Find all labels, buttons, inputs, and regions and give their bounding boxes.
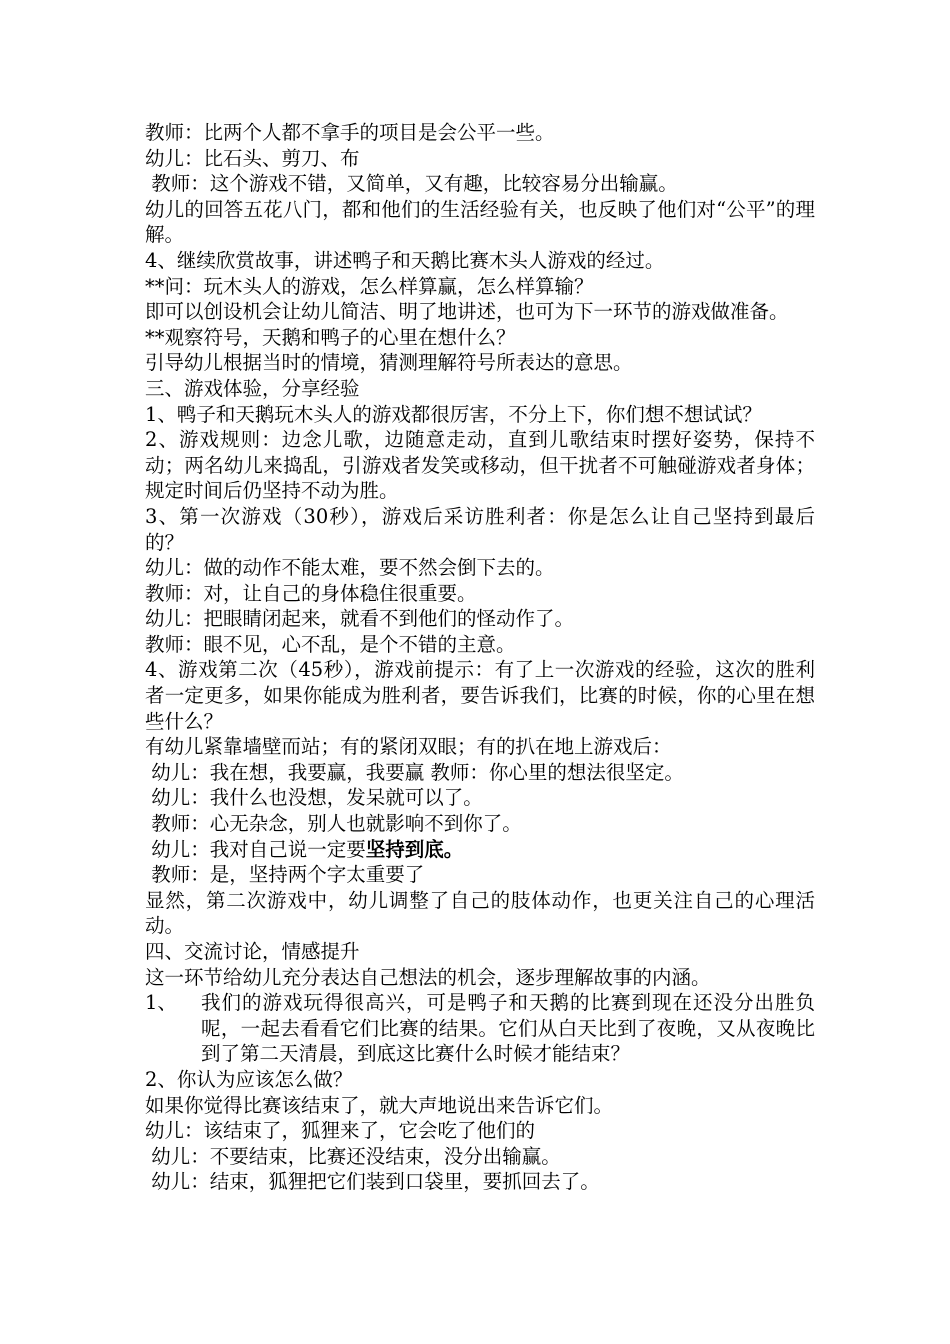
paragraph: 4、游戏第二次（45秒），游戏前提示：有了上一次游戏的经验，这次的胜利者一定更多，如果你能成为胜利者，要告诉我们，比赛的时候，你的心里在想些什么？ bbox=[145, 658, 815, 733]
section-heading: 四、交流讨论，情感提升 bbox=[145, 940, 360, 963]
paragraph: 幼儿的回答五花八门，都和他们的生活经验有关，也反映了他们对“公平”的理解。 bbox=[145, 197, 815, 247]
text-line: 教师：比两个人都不拿手的项目是会公平一些。 bbox=[145, 121, 555, 144]
text-line: 教师：心无杂念，别人也就影响不到你了。 bbox=[145, 812, 522, 836]
text-line: 这一环节给幼儿充分表达自己想法的机会，逐步理解故事的内涵。 bbox=[145, 965, 711, 989]
text-line: 幼儿：比石头、剪刀、布 bbox=[145, 146, 360, 170]
item-text: 我们的游戏玩得很高兴，可是鸭子和天鹅的比赛到现在还没分出胜负呢，一起去看看它们比赛的结果。它们从白天比到了夜晚，又从夜晚比到了第二天清晨，到底这比赛什么时候才能结束？ bbox=[201, 991, 815, 1066]
text-line: **观察符号，天鹅和鸭子的心里在想什么？ bbox=[145, 325, 516, 349]
text-line: 如果你觉得比赛该结束了，就大声地说出来告诉它们。 bbox=[145, 1093, 614, 1117]
paragraph: 3、第一次游戏（30秒），游戏后采访胜利者：你是怎么让自己坚持到最后的？ bbox=[145, 504, 815, 554]
numbered-item bbox=[145, 990, 815, 1067]
text-prefix: 幼儿：我对自己说一定要 bbox=[145, 837, 366, 861]
text-line: 教师：是，坚持两个字太重要了 bbox=[145, 863, 425, 887]
section-heading: 三、游戏体验，分享经验 bbox=[145, 376, 360, 400]
text-line: 教师：对，让自己的身体稳住很重要。 bbox=[145, 581, 477, 605]
text-line: 教师：这个游戏不错，又简单，又有趣，比较容易分出输赢。 bbox=[145, 172, 678, 196]
text-line: 引导幼儿根据当时的情境，猜测理解符号所表达的意思。 bbox=[145, 351, 633, 375]
paragraph: 2、游戏规则：边念儿歌，边随意走动，直到儿歌结束时摆好姿势，保持不动；两名幼儿来捣乱，引游戏者发笑或移动，但干扰者不可触碰游戏者身体；规定时间后仍坚持不动为胜。 bbox=[145, 428, 815, 503]
text-line: 1、鸭子和天鹅玩木头人的游戏都很厉害，不分上下，你们想不想试试？ bbox=[145, 402, 762, 426]
text-line: **问：玩木头人的游戏，怎么样算赢，怎么样算输？ bbox=[145, 274, 594, 298]
text-line-with-bold bbox=[145, 837, 815, 863]
text-line: 幼儿：我在想，我要赢，我要赢 教师：你心里的想法很坚定。 bbox=[145, 760, 684, 784]
text-line: 有幼儿紧靠墙壁而站；有的紧闭双眼；有的扒在地上游戏后： bbox=[145, 735, 672, 759]
text-line: 4、继续欣赏故事，讲述鸭子和天鹅比赛木头人游戏的经过。 bbox=[145, 248, 665, 272]
bold-text: 坚持到底。 bbox=[365, 837, 464, 861]
text-line: 幼儿：不要结束，比赛还没结束，没分出输赢。 bbox=[145, 1144, 561, 1168]
paragraph: 显然，第二次游戏中，幼儿调整了自己的肢体动作，也更关注自己的心理活动。 bbox=[145, 888, 815, 938]
text-line: 幼儿：该结束了，狐狸来了，它会吃了他们的 bbox=[145, 1119, 536, 1143]
text-line: 幼儿：做的动作不能太难，要不然会倒下去的。 bbox=[145, 556, 555, 580]
text-line: 2、你认为应该怎么做？ bbox=[145, 1067, 353, 1091]
paragraph: 即可以创设机会让幼儿简洁、明了地讲述，也可为下一环节的游戏做准备。 bbox=[145, 300, 789, 324]
document-page bbox=[145, 120, 815, 1195]
text-line: 幼儿：结束，狐狸把它们装到口袋里，要抓回去了。 bbox=[145, 1170, 600, 1194]
text-line: 幼儿：把眼睛闭起来，就看不到他们的怪动作了。 bbox=[145, 607, 575, 631]
item-number: 1、 bbox=[145, 991, 177, 1015]
text-line: 幼儿：我什么也没想，发呆就可以了。 bbox=[145, 786, 483, 810]
text-line: 教师：眼不见，心不乱，是个不错的主意。 bbox=[145, 632, 516, 656]
